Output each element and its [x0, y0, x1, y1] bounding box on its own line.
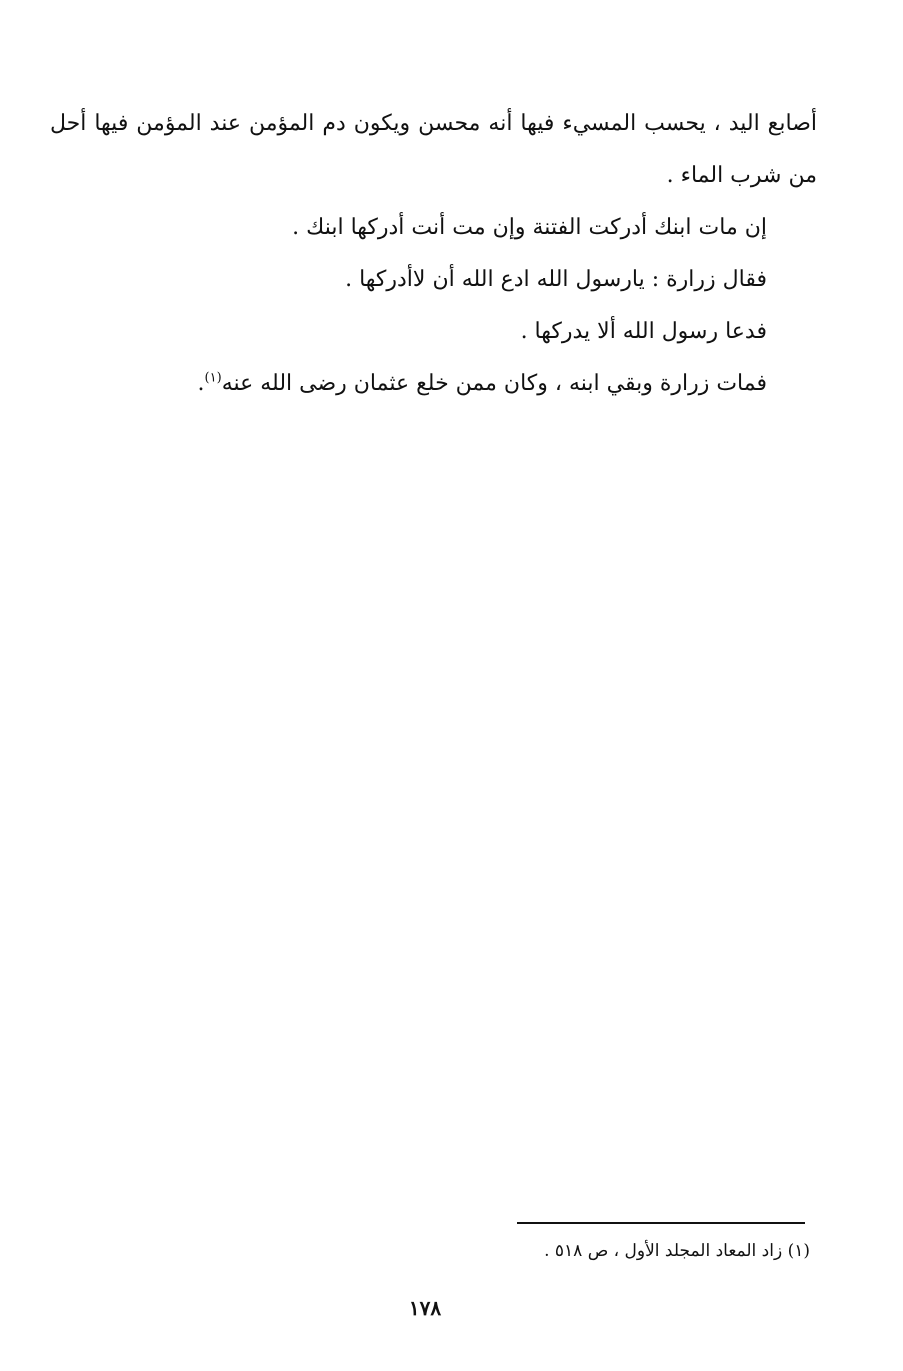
paragraph-5 — [50, 358, 817, 410]
page-number: ١٧٨ — [408, 1296, 442, 1320]
paragraph-2: إن مات ابنك أدركت الفتنة وإن مت أنت أدركها ابنك . — [292, 215, 767, 240]
paragraph-5-period: . — [197, 371, 205, 396]
paragraph-3: فقال زرارة : يارسول الله ادع الله أن لاأدركها . — [345, 267, 767, 292]
footnote-separator — [517, 1222, 805, 1224]
paragraph-5-text: فمات زرارة وبقي ابنه ، وكان ممن خلع عثمان رضى الله عنه — [221, 371, 767, 396]
footnote-reference[interactable]: (١) — [204, 370, 222, 386]
paragraph-1: أصابع اليد ، يحسب المسيء فيها أنه محسن ويكون دم المؤمن عند المؤمن فيها أحل من شرب الماء . — [50, 111, 818, 188]
main-text — [50, 98, 817, 410]
footnote: (١) زاد المعاد المجلد الأول ، ص ٥١٨ . — [544, 1241, 810, 1261]
paragraph-4: فدعا رسول الله ألا يدركها . — [520, 319, 767, 344]
